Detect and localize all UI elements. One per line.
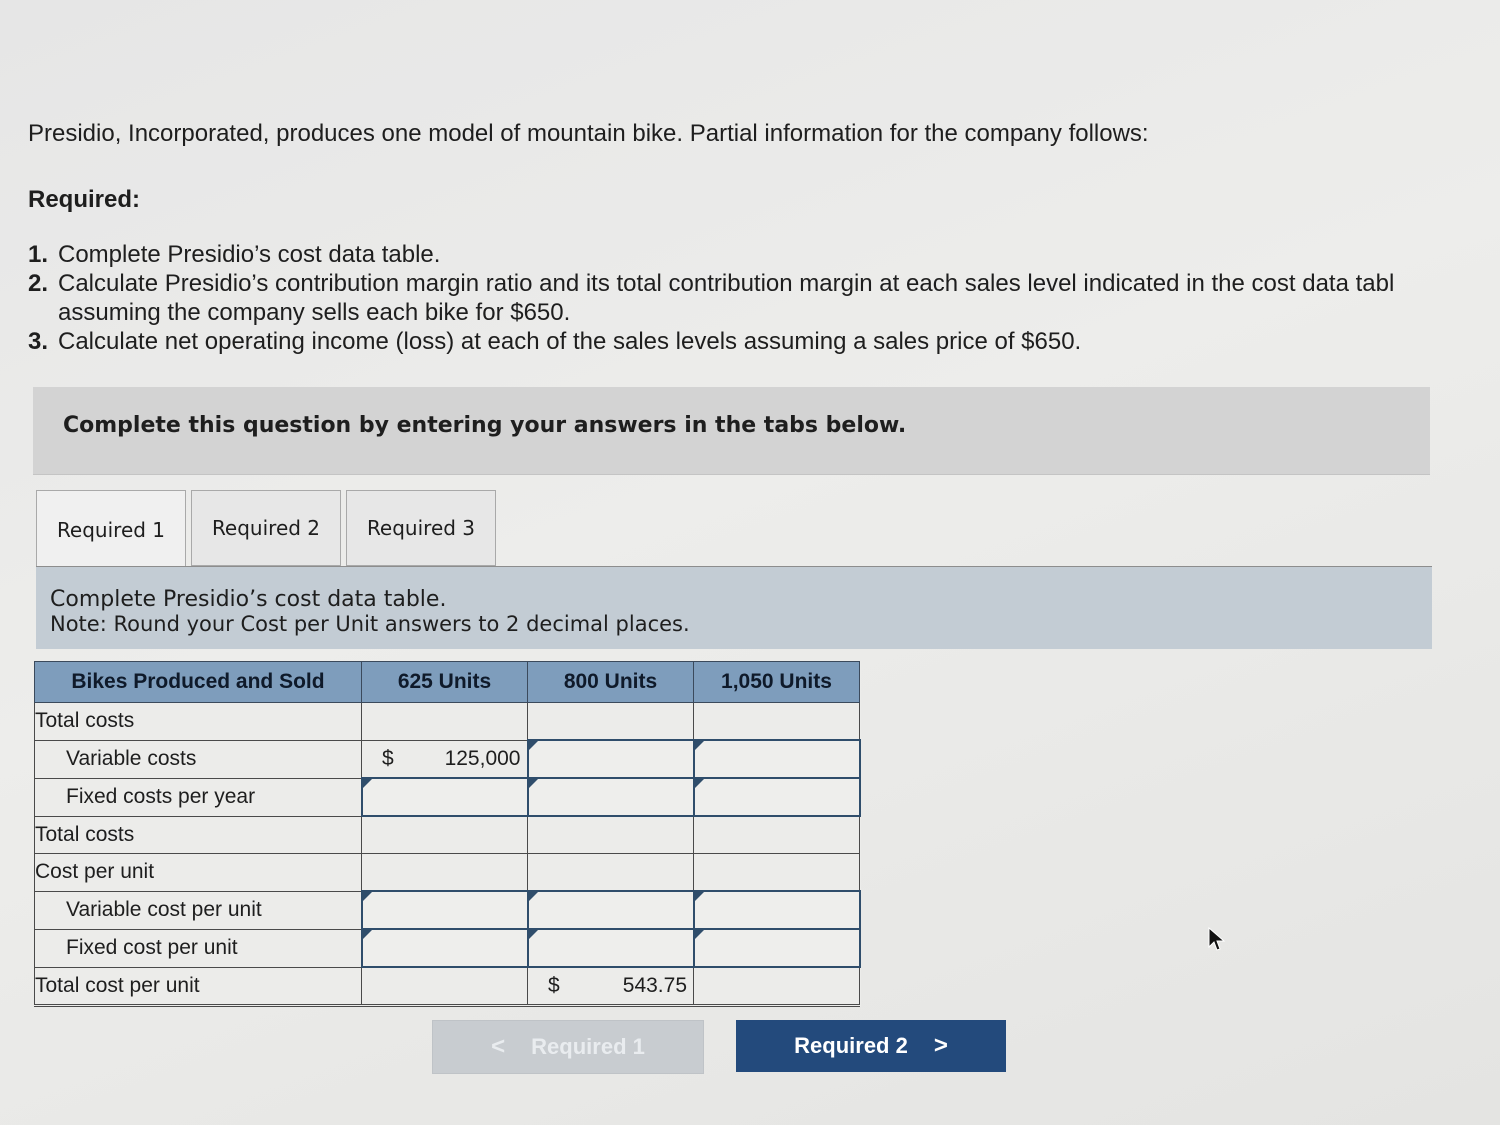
table-cell — [694, 816, 860, 854]
tab-required-1[interactable]: Required 1 — [36, 490, 186, 568]
header-800-units: 800 Units — [528, 662, 694, 703]
previous-button-label: Required 1 — [531, 1034, 645, 1059]
table-row — [35, 778, 860, 816]
required-heading: Required: — [28, 186, 141, 213]
table-row — [35, 929, 860, 967]
row-label-variable-cost-per-unit: Variable cost per unit — [35, 891, 362, 929]
fixed-costs-1050-input[interactable] — [694, 778, 860, 816]
variable-costs-625-cell — [362, 740, 528, 778]
instruction-banner — [33, 387, 1430, 475]
row-label-variable-costs: Variable costs — [35, 740, 362, 778]
chevron-right-icon: > — [933, 1032, 948, 1059]
table-row — [35, 967, 860, 1006]
mouse-cursor-icon — [1208, 927, 1226, 953]
header-1050-units: 1,050 Units — [694, 662, 860, 703]
table-cell — [362, 816, 528, 854]
table-cell — [694, 854, 860, 892]
table-cell — [362, 703, 528, 741]
table-row — [35, 854, 860, 892]
requirement-number: 1. — [28, 241, 49, 268]
total-cost-per-unit-800-cell — [528, 967, 694, 1006]
header-625-units: 625 Units — [362, 662, 528, 703]
requirement-number: 2. — [28, 270, 49, 297]
instructions-note — [36, 567, 1432, 649]
next-button-label: Required 2 — [794, 1033, 908, 1058]
cost-data-table — [34, 661, 861, 1007]
requirement-2 — [28, 269, 1498, 298]
table-cell — [528, 854, 694, 892]
requirement-3 — [28, 327, 1498, 356]
variable-cost-per-unit-1050-input[interactable] — [694, 891, 860, 929]
requirements-list — [28, 240, 1498, 356]
note-instruction: Complete Presidio’s cost data table. — [50, 587, 447, 612]
tab-bar — [36, 490, 501, 568]
requirement-1 — [28, 240, 1498, 269]
variable-costs-800-input[interactable] — [528, 740, 694, 778]
row-label-total-costs-heading: Total costs — [35, 703, 362, 741]
chevron-left-icon: < — [491, 1033, 506, 1060]
table-cell — [694, 703, 860, 741]
table-header-row — [35, 662, 860, 703]
table-row — [35, 703, 860, 741]
fixed-cost-per-unit-625-input[interactable] — [362, 929, 528, 967]
variable-costs-1050-input[interactable] — [694, 740, 860, 778]
total-cost-per-unit-800-value: 543.75 — [622, 974, 687, 997]
variable-costs-625-value: 125,000 — [444, 746, 521, 770]
table-row — [35, 816, 860, 854]
variable-cost-per-unit-800-input[interactable] — [528, 891, 694, 929]
currency-symbol: $ — [548, 974, 560, 997]
note-rounding: Note: Round your Cost per Unit answers to 2 decimal places. — [50, 612, 690, 636]
fixed-costs-800-input[interactable] — [528, 778, 694, 816]
next-button[interactable] — [736, 1020, 1006, 1072]
table-cell — [528, 703, 694, 741]
tab-required-2[interactable]: Required 2 — [191, 490, 341, 566]
problem-intro: Presidio, Incorporated, produces one model of mountain bike. Partial information for the company follows: — [28, 120, 1149, 147]
row-label-fixed-costs: Fixed costs per year — [35, 778, 362, 816]
requirement-number: 3. — [28, 328, 49, 355]
table-cell — [528, 816, 694, 854]
requirement-text: Calculate net operating income (loss) at each of the sales levels assuming a sales price of $650. — [58, 328, 1082, 355]
row-label-total-costs: Total costs — [35, 816, 362, 854]
previous-button[interactable] — [432, 1020, 704, 1074]
instruction-text: Complete this question by entering your answers in the tabs below. — [63, 413, 907, 438]
currency-symbol: $ — [382, 746, 394, 770]
requirement-text: Complete Presidio’s cost data table. — [58, 241, 441, 268]
row-label-fixed-cost-per-unit: Fixed cost per unit — [35, 929, 362, 967]
header-bikes-produced: Bikes Produced and Sold — [35, 662, 362, 703]
table-row — [35, 891, 860, 929]
fixed-cost-per-unit-1050-input[interactable] — [694, 929, 860, 967]
table-row — [35, 740, 860, 778]
tab-required-3[interactable]: Required 3 — [346, 490, 496, 566]
table-cell — [362, 854, 528, 892]
table-cell — [694, 967, 860, 1006]
variable-cost-per-unit-625-input[interactable] — [362, 891, 528, 929]
row-label-total-cost-per-unit: Total cost per unit — [35, 967, 362, 1006]
requirement-2-continuation: assuming the company sells each bike for $650. — [58, 299, 571, 326]
row-label-cost-per-unit: Cost per unit — [35, 854, 362, 892]
fixed-cost-per-unit-800-input[interactable] — [528, 929, 694, 967]
requirement-text: Calculate Presidio’s contribution margin ratio and its total contribution margin at each sales level indicated in the cost data tabl — [58, 270, 1395, 297]
table-cell — [362, 967, 528, 1006]
fixed-costs-625-input[interactable] — [362, 778, 528, 816]
